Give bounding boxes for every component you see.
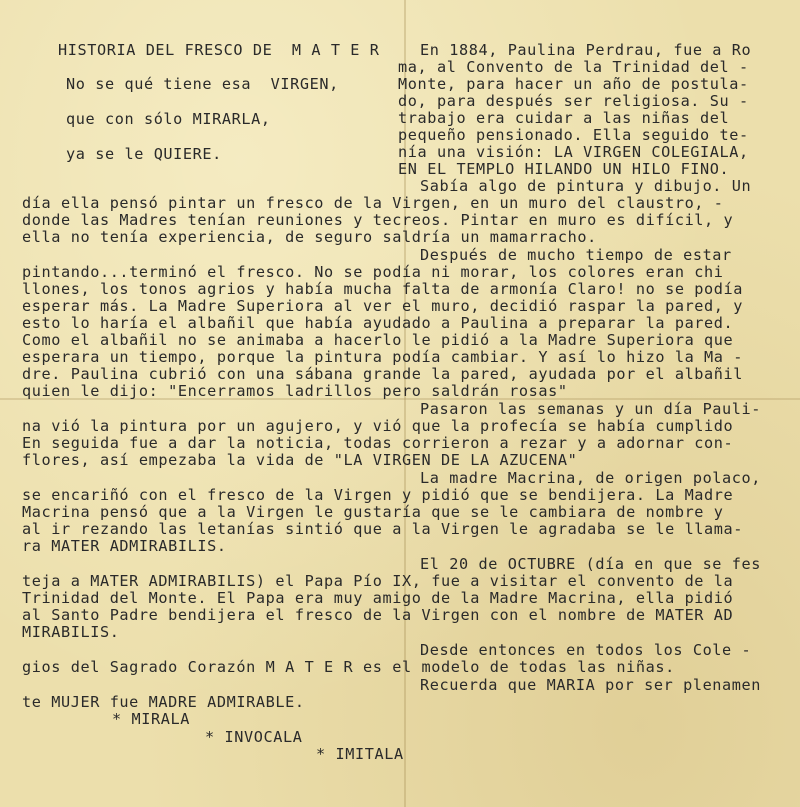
body-line: La madre Macrina, de origen polaco,: [420, 469, 762, 487]
intro-line: En 1884, Paulina Perdrau, fue a Ro: [420, 41, 752, 59]
poem-line-2: que con sólo MIRARLA,: [66, 110, 271, 128]
intro-line: pequeño pensionado. Ella seguido te-: [398, 126, 749, 144]
intro-line: EN EL TEMPLO HILANDO UN HILO FINO.: [398, 160, 730, 178]
body-line: dre. Paulina cubrió con una sábana grande la pared, ayudada por el albañil: [22, 365, 744, 383]
body-line: esto lo haría el albañil que había ayudado a Paulina a preparar la pared.: [22, 314, 734, 332]
body-line: Como el albañil no se animaba a hacerlo le pidió a la Madre Superiora que: [22, 331, 734, 349]
body-line: Desde entonces en todos los Cole -: [420, 641, 752, 659]
body-line: Pasaron las semanas y un día Pauli-: [420, 400, 762, 418]
body-line: En seguida fue a dar la noticia, todas corrieron a rezar y a adornar con-: [22, 434, 734, 452]
body-line: Recuerda que MARIA por ser plenamen: [420, 676, 762, 694]
body-line: al ir rezando las letanías sintió que a la Virgen le agradaba se le llama-: [22, 520, 744, 538]
body-line: Macrina pensó que a la Virgen le gustaría que se le cambiara de nombre y: [22, 503, 724, 521]
body-line: esperar más. La Madre Superiora al ver el muro, decidió raspar la pared, y: [22, 297, 744, 315]
closing-line-imitala: * IMITALA: [316, 745, 404, 763]
body-line: quien le dijo: "Encerramos ladrillos pero saldrán rosas": [22, 382, 568, 400]
body-line: se encariñó con el fresco de la Virgen y pidió que se bendijera. La Madre: [22, 486, 734, 504]
poem-line-1: No se qué tiene esa VIRGEN,: [66, 75, 339, 93]
body-line: pintando...terminó el fresco. No se podía ni morar, los colores eran chi: [22, 263, 724, 281]
intro-line: nía una visión: LA VIRGEN COLEGIALA,: [398, 143, 749, 161]
body-line: ra MATER ADMIRABILIS.: [22, 537, 227, 555]
body-line: te MUJER fue MADRE ADMIRABLE.: [22, 693, 305, 711]
intro-line: Monte, para hacer un año de postula-: [398, 75, 749, 93]
poem-line-3: ya se le QUIERE.: [66, 145, 222, 163]
body-line: na vió la pintura por un agujero, y vió que la profecía se había cumplido: [22, 417, 734, 435]
closing-line-invocala: * INVOCALA: [205, 728, 303, 746]
closing-line-mirala: * MIRALA: [112, 710, 190, 728]
intro-line: do, para después ser religiosa. Su -: [398, 92, 749, 110]
document-title: HISTORIA DEL FRESCO DE M A T E R: [58, 41, 380, 59]
body-line: llones, los tonos agrios y había mucha falta de armonía Claro! no se podía: [22, 280, 744, 298]
body-line: flores, así empezaba la vida de "LA VIRGEN DE LA AZUCENA": [22, 451, 578, 469]
body-line: ella no tenía experiencia, de seguro saldría un mamarracho.: [22, 228, 597, 246]
intro-line: trabajo era cuidar a las niñas del: [398, 109, 730, 127]
body-line: Trinidad del Monte. El Papa era muy amigo de la Madre Macrina, ella pidió: [22, 589, 734, 607]
body-line: teja a MATER ADMIRABILIS) el Papa Pío IX, fue a visitar el convento de la: [22, 572, 734, 590]
body-line: esperara un tiempo, porque la pintura podía cambiar. Y así lo hizo la Ma -: [22, 348, 744, 366]
body-line: día ella pensó pintar un fresco de la Virgen, en un muro del claustro, -: [22, 194, 724, 212]
intro-line: ma, al Convento de la Trinidad del -: [398, 58, 749, 76]
body-line: al Santo Padre bendijera el fresco de la Virgen con el nombre de MATER AD: [22, 606, 734, 624]
body-line: Sabía algo de pintura y dibujo. Un: [420, 177, 752, 195]
body-line: MIRABILIS.: [22, 623, 120, 641]
body-line: donde las Madres tenían reuniones y tecreos. Pintar en muro es difícil, y: [22, 211, 734, 229]
body-line: Después de mucho tiempo de estar: [420, 246, 732, 264]
body-line: gios del Sagrado Corazón M A T E R es el modelo de todas las niñas.: [22, 658, 675, 676]
body-line: El 20 de OCTUBRE (día en que se fes: [420, 555, 762, 573]
